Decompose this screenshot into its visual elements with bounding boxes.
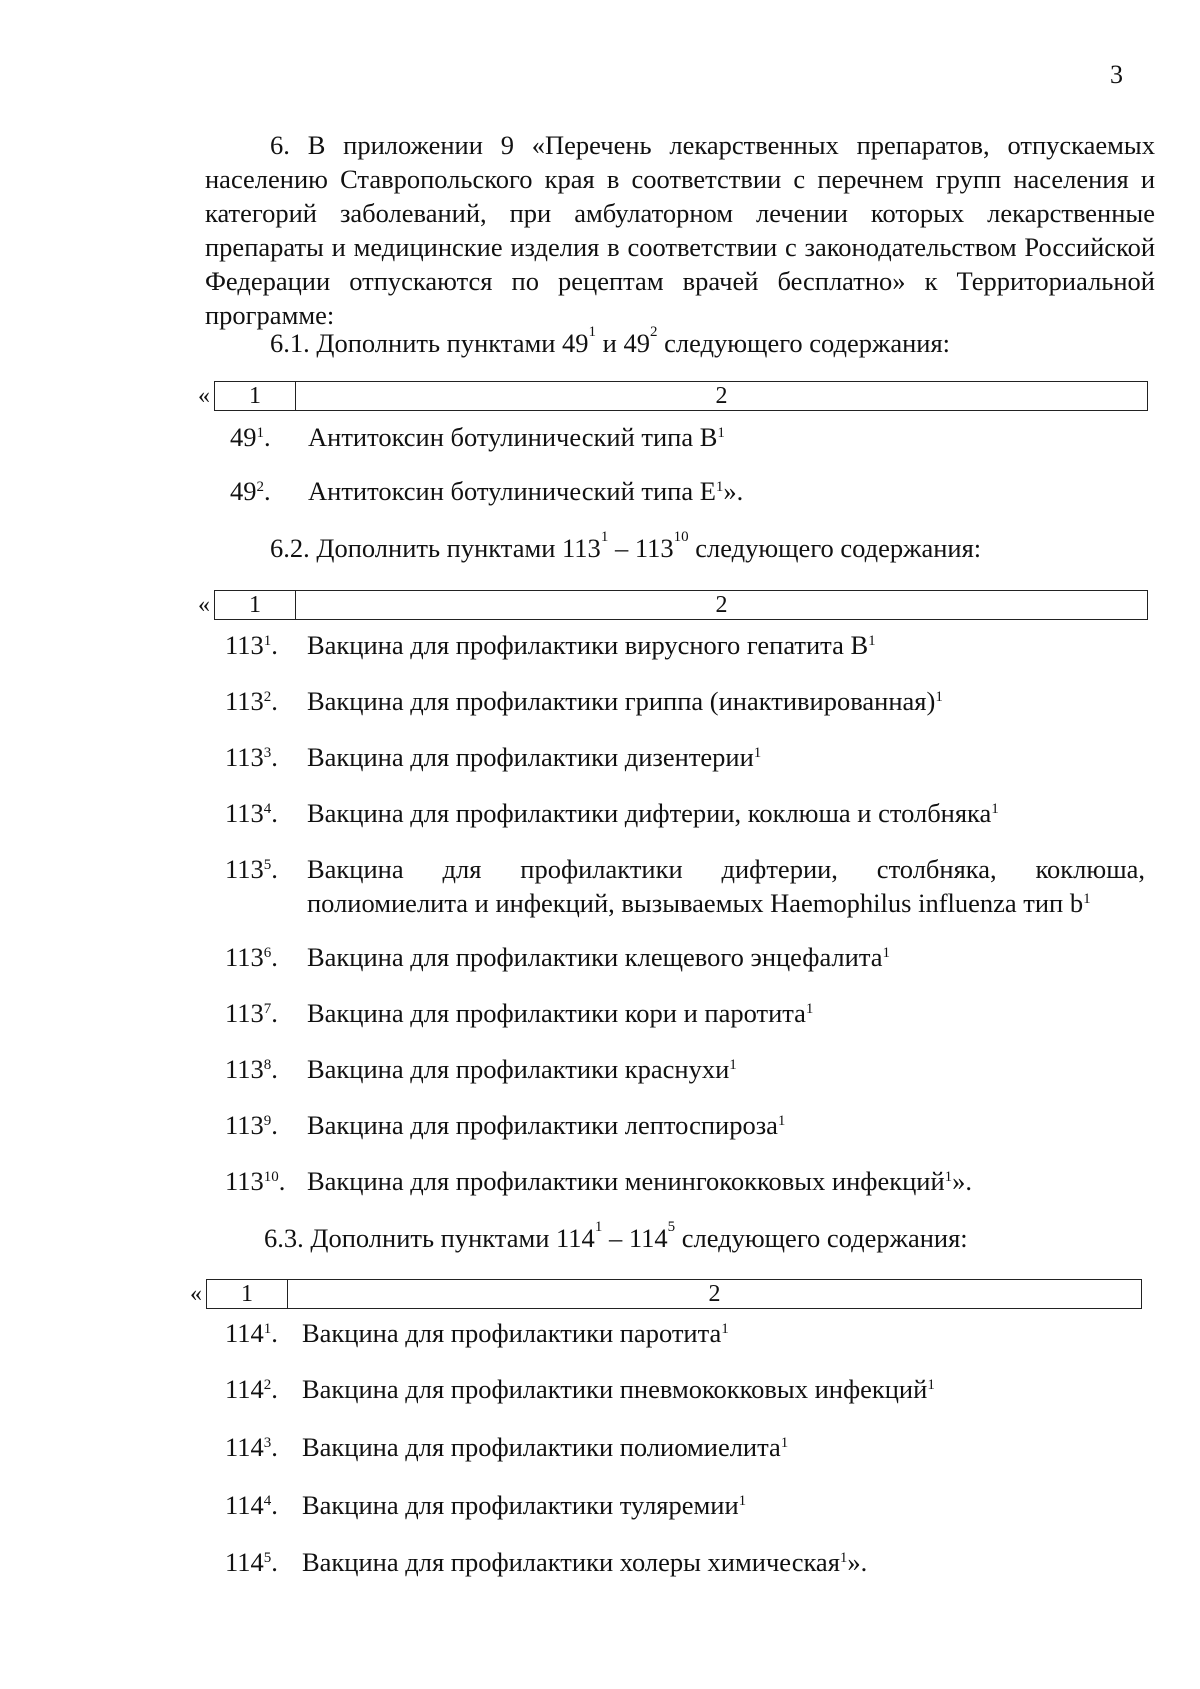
table-header — [198, 590, 1148, 620]
column-1-header: 1 — [207, 1280, 288, 1308]
list-item: $114^1$. Вакцина для профилактики паротита$^1$ — [225, 1318, 729, 1348]
list-item: $113^5$. Вакцина для профилактики дифтерии, столбняка, коклюша, полиомиелита и инфекций, вызываемых Haemophilus influenza тип $b^1$ — [225, 854, 1145, 918]
list-item: $113^2$. Вакцина для профилактики гриппа (инактивированная)$^1$ — [225, 686, 943, 716]
table-header — [190, 1279, 1142, 1309]
column-2-header: 2 — [715, 383, 728, 409]
list-item: $113^9$. Вакцина для профилактики лептоспироза$^1$ — [225, 1110, 786, 1140]
intro-paragraph: 6. В приложении 9 «Перечень лекарственных препаратов, отпускаемых населению Ставропольского края в соответствии с перечнем групп населения и категорий заболеваний, при амбулаторном лечении которых лекарственные препараты и медицинские изделия в соответствии с законодательством Российской Федерации отпускаются по рецептам врачей бесплатно» к Территориальной программе: — [205, 130, 1155, 330]
column-2-header: 2 — [708, 1281, 721, 1307]
list-item: $113^3$. Вакцина для профилактики дизентерии$^1$ — [225, 742, 762, 772]
section-heading: 6.3. Дополнить пунктами $114^1 - 114^5$ следующего содержания: — [264, 1219, 968, 1253]
section-heading: 6.2. Дополнить пунктами $113^1 - 113^{10}$ следующего содержания: — [270, 529, 982, 563]
open-quote: « — [198, 382, 210, 409]
column-1-header: 1 — [215, 382, 296, 410]
list-item: $114^3$. Вакцина для профилактики полиомиелита$^1$ — [225, 1432, 789, 1462]
section-heading: 6.1. Дополнить пунктами $49^1$ и $49^2$ следующего содержания: — [270, 324, 951, 358]
list-item: $113^{10}$. Вакцина для профилактики менингококковых инфекций$^1$». — [225, 1166, 973, 1196]
list-item: $114^4$. Вакцина для профилактики туляремии$^1$ — [225, 1490, 747, 1520]
open-quote: « — [190, 1280, 202, 1307]
list-item: $114^2$. Вакцина для профилактики пневмококковых инфекций$^1$ — [225, 1374, 935, 1404]
list-item: $113^6$. Вакцина для профилактики клещевого энцефалита$^1$ — [225, 942, 891, 972]
list-item: $49^1$. Антитоксин ботулинический типа $В^1$ — [230, 422, 725, 452]
open-quote: « — [198, 591, 210, 618]
table-header — [198, 381, 1148, 411]
list-item: $113^7$. Вакцина для профилактики кори и паротита$^1$ — [225, 998, 814, 1028]
page-number: 3 — [1110, 60, 1123, 89]
column-2-header: 2 — [715, 592, 728, 618]
list-item: $49^2$. Антитоксин ботулинический типа $Е^1$». — [230, 476, 744, 506]
list-item: $113^1$. Вакцина для профилактики вирусного гепатита $В^1$ — [225, 630, 876, 660]
list-item: $113^8$. Вакцина для профилактики краснухи$^1$ — [225, 1054, 737, 1084]
column-1-header: 1 — [215, 591, 296, 619]
list-item: $114^5$. Вакцина для профилактики холеры химическая$^1$». — [225, 1547, 868, 1577]
list-item: $113^4$. Вакцина для профилактики дифтерии, коклюша и столбняка$^1$ — [225, 798, 999, 828]
